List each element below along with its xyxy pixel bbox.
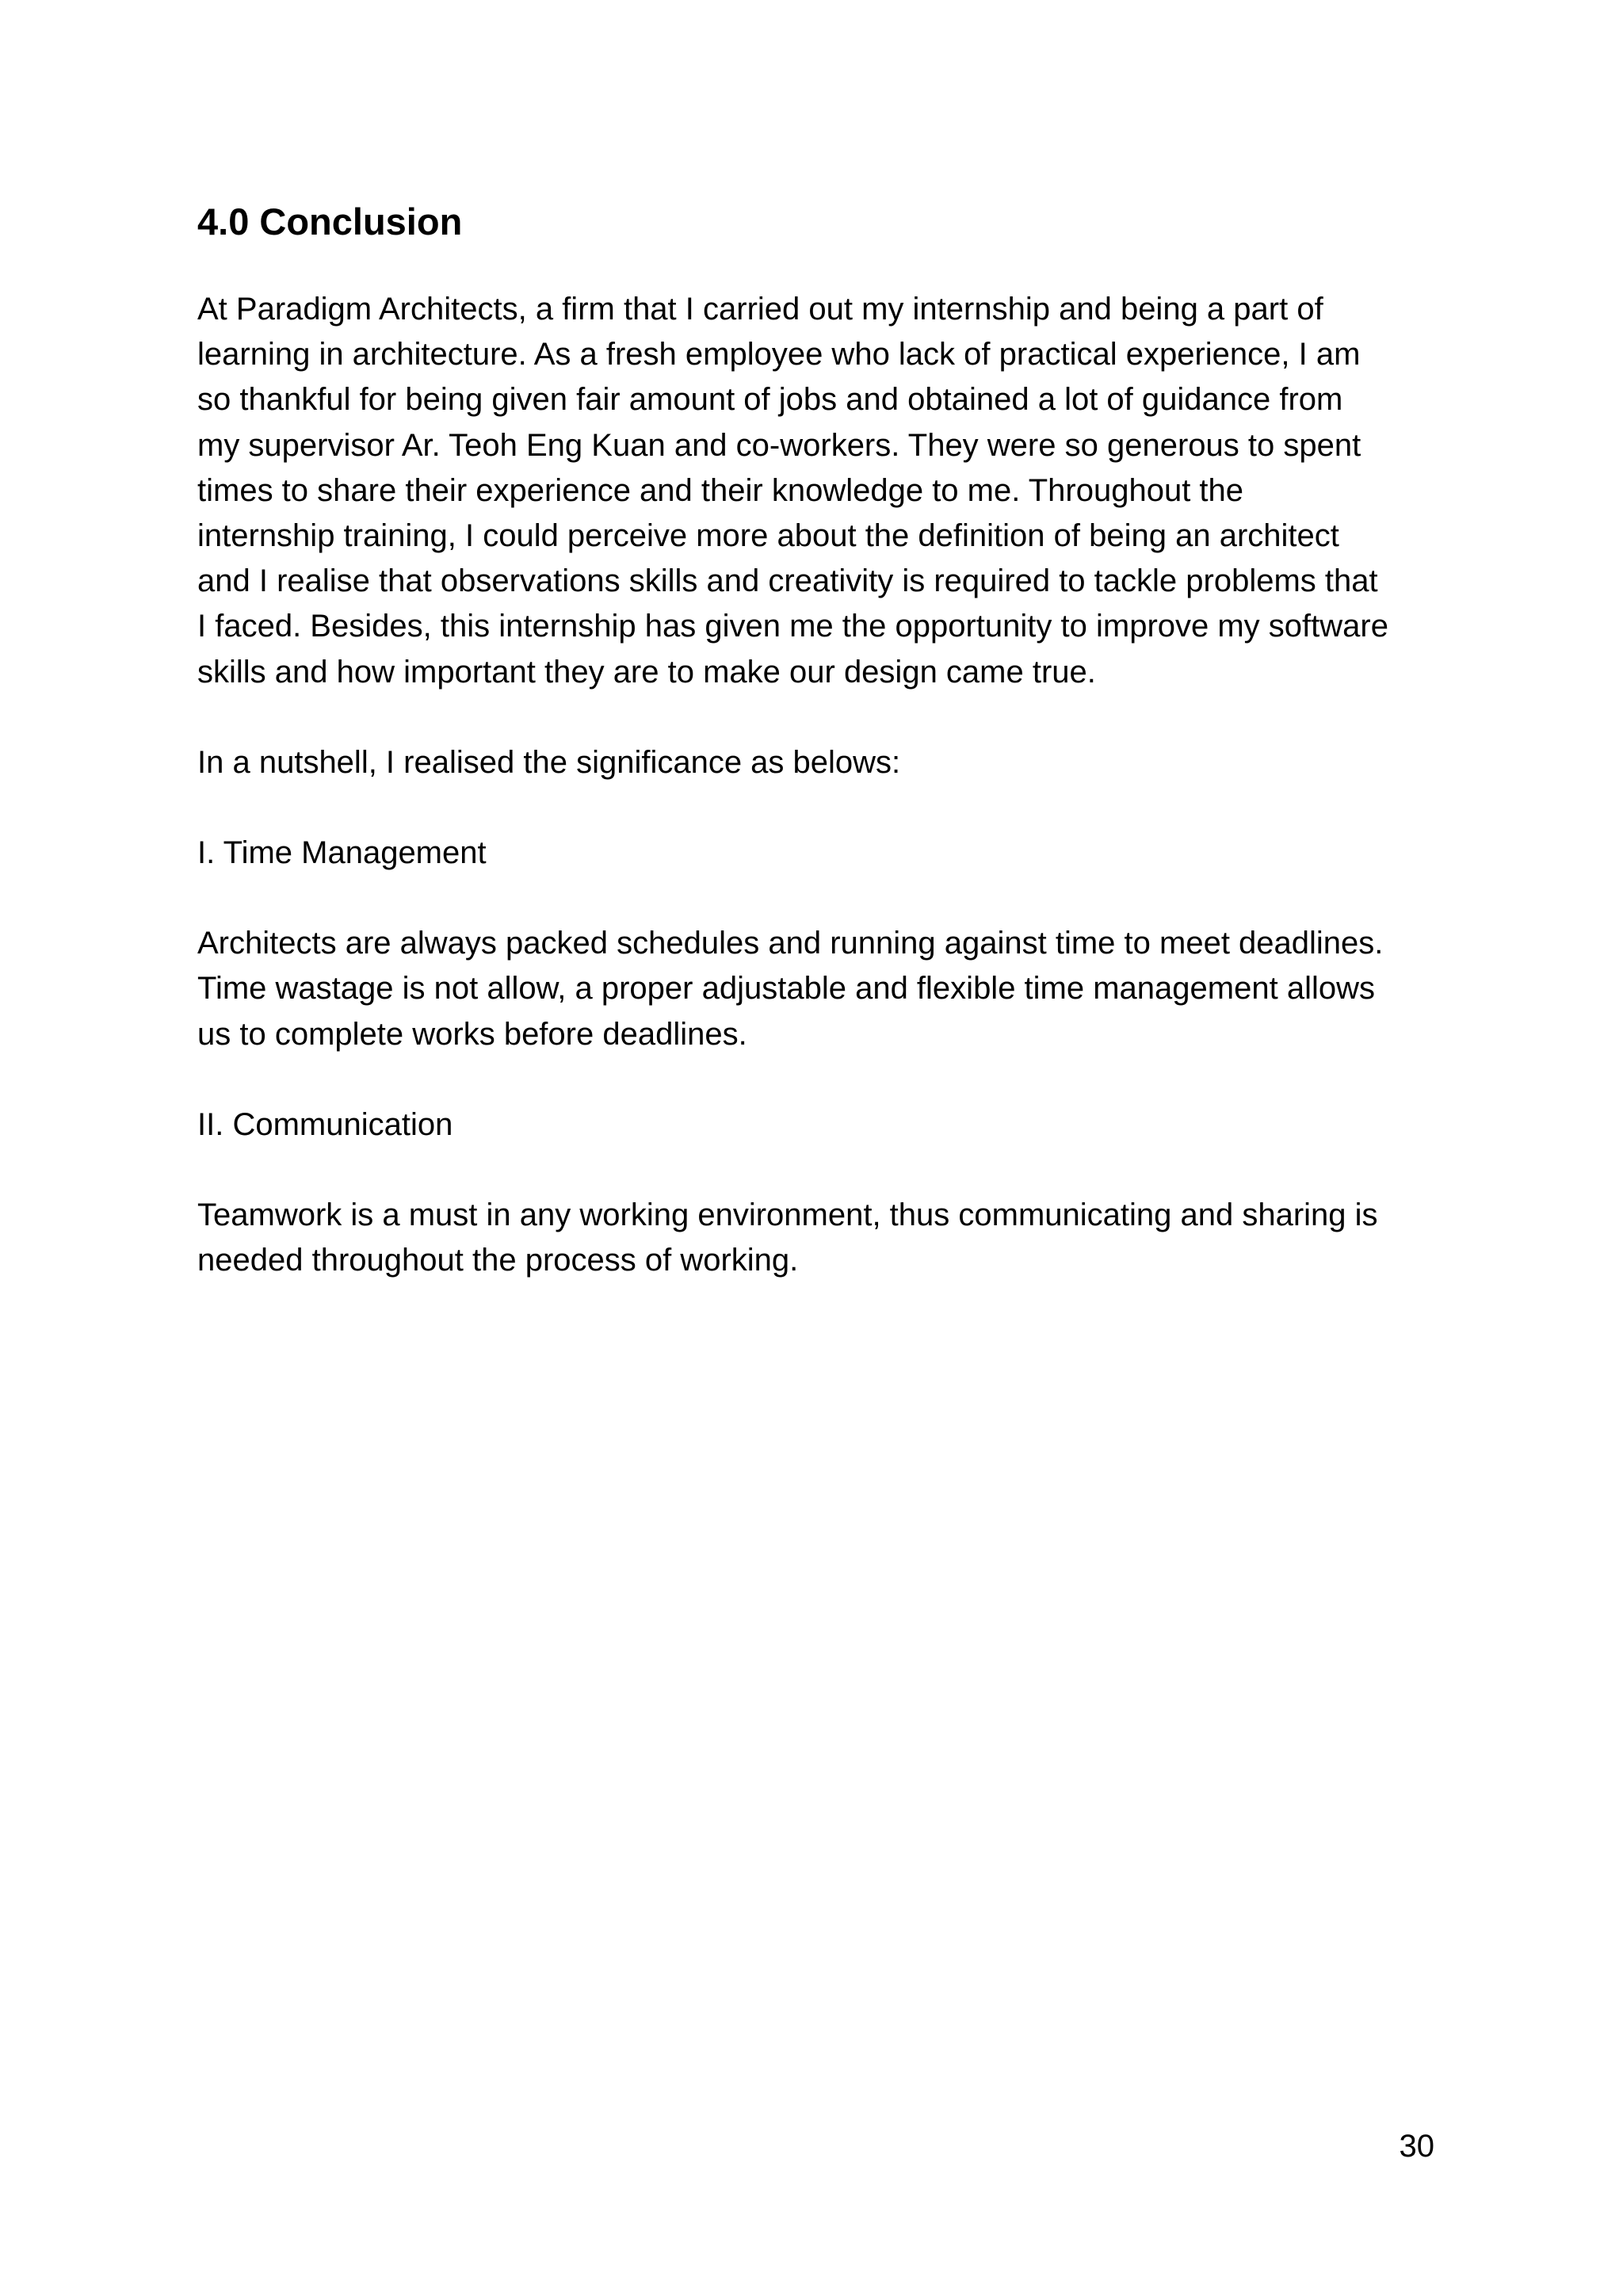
communication-paragraph: Teamwork is a must in any working environment, thus communicating and sharing is needed throughout the process of working. — [197, 1198, 1378, 1278]
page-content — [197, 195, 1442, 1328]
subheading-communication: II. Communication — [197, 1106, 453, 1142]
intro-paragraph: At Paradigm Architects, a firm that I carried out my internship and being a part of learning in architecture. As a fresh employee who lack of practical experience, I am so thankful for being given fair amount of jobs and obtained a lot of guidance from my supervisor Ar. Teoh Eng Kuan and co-workers. They were so generous to spent times to share their experience and their knowledge to me. Throughout the internship training, I could perceive more about the definition of being an architect and I realise that observations skills and creativity is required to tackle problems that I faced. Besides, this internship has given me the opportunity to improve my software skills and how important they are to make our design came true. — [197, 292, 1388, 690]
time-management-paragraph: Architects are always packed schedules and running against time to meet deadlines. Time wastage is not allow, a proper adjustable and flexible time management allows us to complete works before deadlines. — [197, 926, 1384, 1052]
summary-paragraph: In a nutshell, I realised the significance as belows: — [197, 744, 901, 780]
subheading-time-management: I. Time Management — [197, 835, 487, 871]
section-heading: 4.0 Conclusion — [197, 201, 463, 243]
page-number: 30 — [1399, 2129, 1434, 2164]
